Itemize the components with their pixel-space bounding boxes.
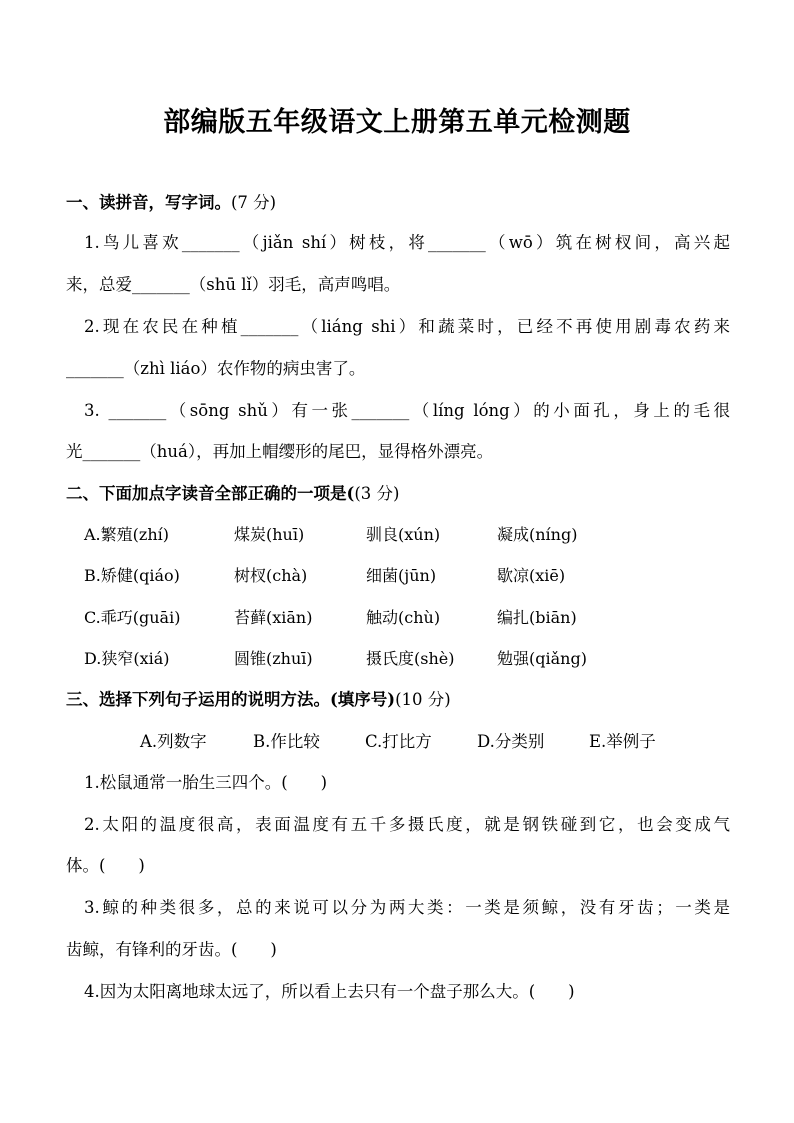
- section-1-line-4: _______（zhì liáo）农作物的病虫害了。: [66, 359, 366, 378]
- section-1-points: (7 分): [231, 193, 277, 212]
- section-3-heading-text: 三、选择下列句子运用的说明方法。(填序号): [66, 690, 396, 709]
- option-d-word-4: 勉强(qiǎng): [497, 649, 587, 668]
- section-1-line-5: 3. _______（sōng shǔ）有一张_______（líng lóng）的小面孔，身上的毛很: [84, 401, 730, 420]
- option-a-word-4: 凝成(níng): [497, 525, 578, 544]
- method-choice-c: C.打比方: [365, 732, 432, 751]
- option-a-word-1: A.繁殖(zhí): [84, 525, 169, 544]
- method-choice-d: D.分类别: [477, 732, 545, 751]
- option-d-word-3: 摄氏度(shè): [366, 649, 455, 668]
- section-3-heading: [66, 690, 730, 710]
- option-c-word-1: C.乖巧(guāi): [84, 608, 181, 627]
- section-3-line-3: 体。( ): [66, 856, 145, 875]
- option-a-word-3: 驯良(xún): [366, 525, 441, 544]
- section-3-line-1: 1.松鼠通常一胎生三四个。( ): [84, 773, 328, 792]
- section-3-line-6: 4.因为太阳离地球太远了，所以看上去只有一个盘子那么大。( ): [84, 982, 575, 1001]
- section-2-heading-text: 二、下面加点字读音全部正确的一项是(: [66, 484, 355, 503]
- option-c-word-2: 苔藓(xiān): [234, 608, 313, 627]
- option-c-word-4: 编扎(biān): [497, 608, 577, 627]
- option-c-word-3: 触动(chù): [366, 608, 441, 627]
- method-choice-b: B.作比较: [253, 732, 320, 751]
- method-choice-a: A.列数字: [140, 732, 207, 751]
- section-3-line-4: 3.鲸的种类很多，总的来说可以分为两大类：一类是须鲸，没有牙齿；一类是: [84, 898, 730, 917]
- section-1-line-6: 光_______（huá），再加上帽缨形的尾巴，显得格外漂亮。: [66, 442, 494, 461]
- option-b-word-1: B.矫健(qiáo): [84, 566, 180, 585]
- section-1-line-1: 1.鸟儿喜欢_______（jiǎn shí）树枝，将_______（wō）筑在树杈间，高兴起: [84, 233, 730, 252]
- option-d-word-2: 圆锥(zhuī): [234, 649, 313, 668]
- option-b-word-4: 歇凉(xiē): [497, 566, 566, 585]
- section-1-heading-text: 一、读拼音，写字词。: [66, 193, 231, 212]
- section-2-points: (3 分): [354, 484, 400, 503]
- section-3-points: (10 分): [395, 690, 451, 709]
- option-d-word-1: D.狭窄(xiá): [84, 649, 170, 668]
- page-title: 部编版五年级语文上册第五单元检测题: [163, 107, 631, 138]
- method-choice-e: E.举例子: [589, 732, 656, 751]
- section-2-heading: [66, 484, 730, 504]
- option-b-word-3: 细菌(jūn): [366, 566, 437, 585]
- section-1-line-3: 2.现在农民在种植_______（liáng shi）和蔬菜时，已经不再使用剧毒农药来: [84, 317, 730, 336]
- option-b-word-2: 树杈(chà): [234, 566, 308, 585]
- section-1-heading: [66, 193, 730, 213]
- section-1-line-2: 来，总爱_______（shū lǐ）羽毛，高声鸣唱。: [66, 275, 401, 294]
- option-a-word-2: 煤炭(huī): [234, 525, 305, 544]
- section-3-line-2: 2.太阳的温度很高，表面温度有五千多摄氏度，就是钢铁碰到它，也会变成气: [84, 815, 730, 834]
- section-3-line-5: 齿鲸，有锋利的牙齿。( ): [66, 940, 277, 959]
